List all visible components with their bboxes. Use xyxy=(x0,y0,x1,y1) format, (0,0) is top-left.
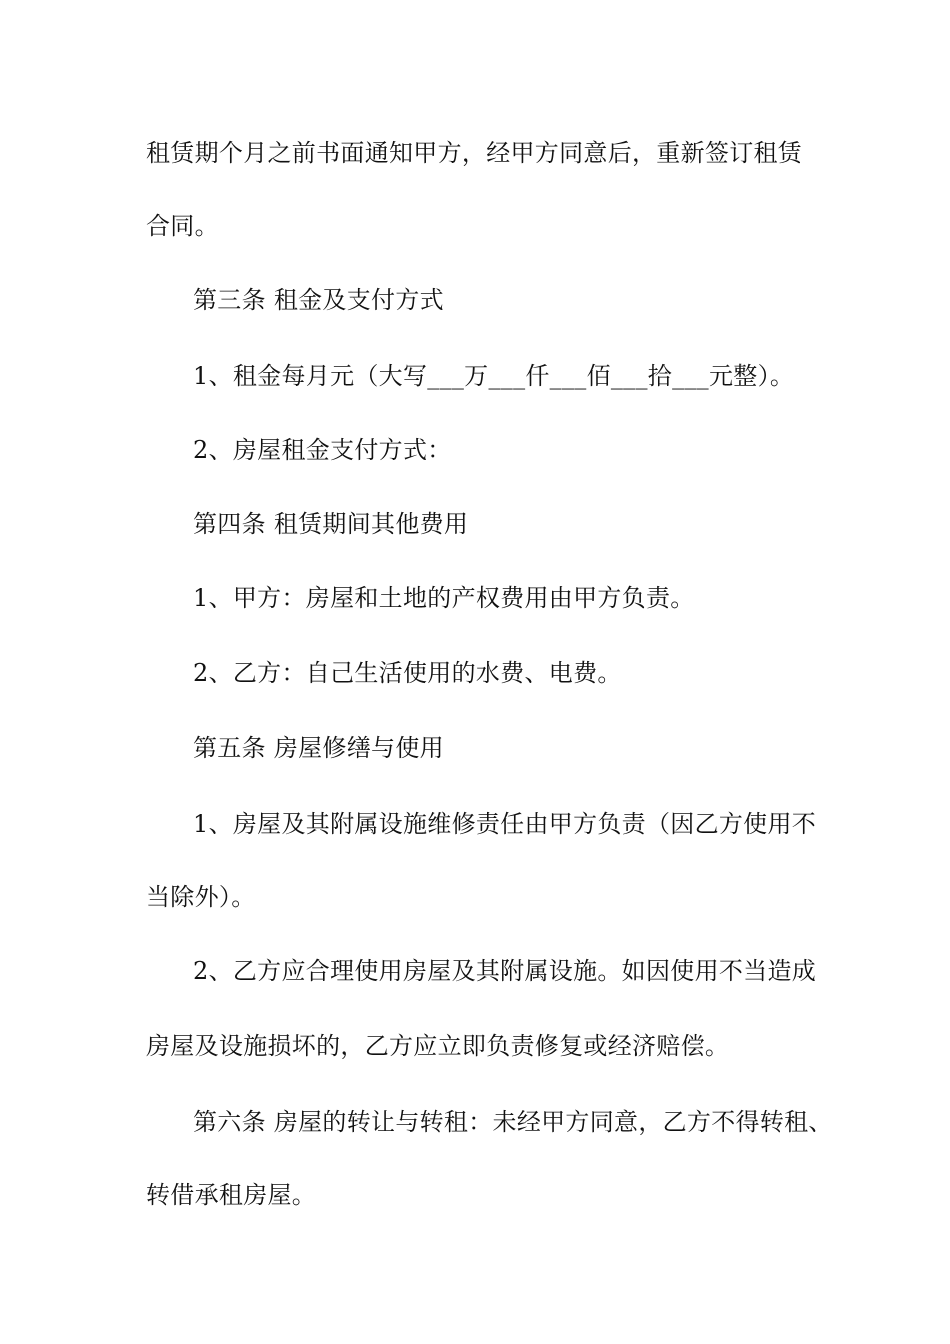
text-line: 2、房屋租金支付方式： xyxy=(193,436,452,464)
text-line: 转借承租房屋。 xyxy=(146,1181,317,1209)
text-line: 租赁期个月之前书面通知甲方，经甲方同意后，重新签订租赁 xyxy=(146,139,803,167)
text-line: 1、甲方：房屋和土地的产权费用由甲方负责。 xyxy=(193,584,695,612)
section-heading: 第四条 租赁期间其他费用 xyxy=(193,510,469,538)
text-line: 合同。 xyxy=(146,212,219,240)
text-line: 1、租金每月元（大写___万___仟___佰___拾___元整）。 xyxy=(193,362,795,390)
section-heading: 第六条 房屋的转让与转租：未经甲方同意，乙方不得转租、 xyxy=(193,1108,833,1136)
text-line: 当除外）。 xyxy=(146,883,256,911)
text-line: 1、房屋及其附属设施维修责任由甲方负责（因乙方使用不 xyxy=(193,810,817,838)
text-line: 房屋及设施损坏的，乙方应立即负责修复或经济赔偿。 xyxy=(146,1032,730,1060)
section-heading: 第五条 房屋修缮与使用 xyxy=(193,734,444,762)
section-heading: 第三条 租金及支付方式 xyxy=(193,286,444,314)
text-line: 2、乙方：自己生活使用的水费、电费。 xyxy=(193,659,622,687)
text-line: 2、乙方应合理使用房屋及其附属设施。如因使用不当造成 xyxy=(193,957,817,985)
